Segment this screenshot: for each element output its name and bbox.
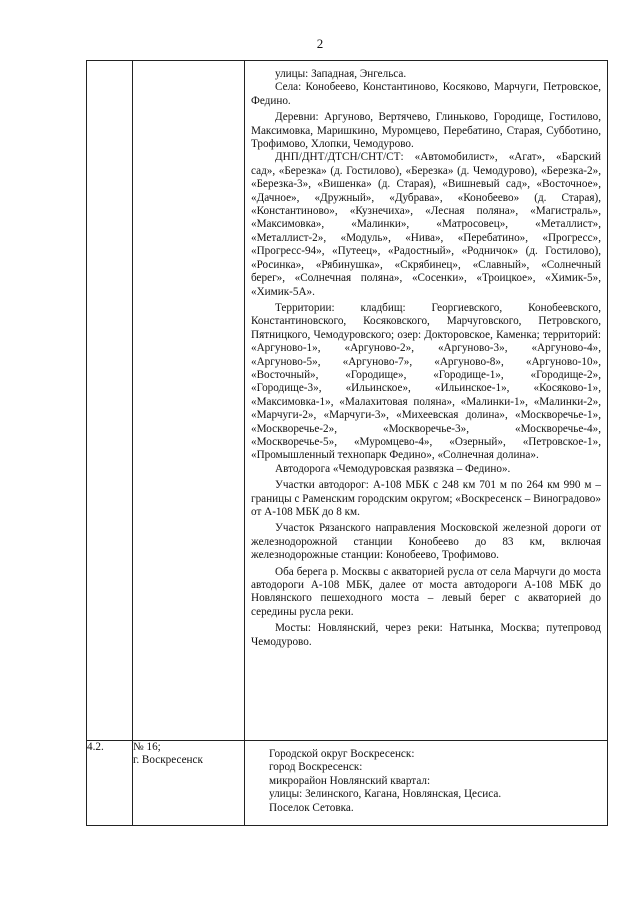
highway-paragraph: Автодорога «Чемодуровская развязка – Федино». bbox=[275, 462, 511, 475]
district-number: № 16; bbox=[133, 741, 161, 753]
villages-paragraph: Села: Конобеево, Константиново, Косяково, Марчуги, Петровское, Федино. bbox=[251, 81, 601, 107]
territories-paragraph: Территории: кладбищ: Георгиевского, Конобеевского, Константиновского, Косяковского, Марчуговского, Петровского, Пятницкого, Чемодуровского; озер: Докторовское, Каменка; территорий: «Аргуново-1», «Аргуново-2», «Аргуново-3», «Аргуново-4», «Аргуново-5», «Аргуново-7», «Аргуново-8», «Аргуново-10», «Восточный», «Городище», «Городище-1», «Городище-2», «Городище-3», «Ильинское», «Ильинское-1», «Косяково-1», «Максимовка-1», «Малахитовая поляна», «Малинки-1», «Малинки-2», «Марчуги-2», «Марчуги-3», «Михеевская долина», «Москворечье-1», «Москворечье-2», «Москворечье-3», «Москворечье-4», «Москворечье-5», «Муромцево-4», «Озерный», «Петровское-1», «Промышленный технопарк Федино», «Солнечная долина». bbox=[251, 301, 601, 462]
district-city: г. Воскресенск bbox=[133, 754, 203, 767]
description-line: Городской округ Воскресенск: bbox=[269, 748, 415, 760]
row-number-cell bbox=[87, 61, 133, 741]
description-line: Поселок Сетовка. bbox=[269, 801, 354, 814]
bridges-paragraph: Мосты: Новлянский, через реки: Натынка, Москва; путепровод Чемодурово. bbox=[251, 622, 601, 648]
description-line: город Воскресенск: bbox=[269, 761, 363, 774]
row-name-cell bbox=[133, 61, 245, 741]
table-row bbox=[87, 61, 608, 741]
description-line: микрорайон Новлянский квартал: bbox=[269, 774, 431, 787]
riverbank-paragraph: Оба берега р. Москвы с акваторией русла от села Марчуги до моста автодороги А-108 МБК, далее от моста автодороги А-108 МБК до Новлянского пешеходного моста – левый берег с акваторией до середины русла реки. bbox=[251, 565, 601, 618]
railway-paragraph: Участок Рязанского направления Московской железной дороги от железнодорожной станции Конобеево до 83 км, включая железнодорожные станции: Конобеево, Трофимово. bbox=[251, 522, 601, 562]
row-number: 4.2. bbox=[87, 741, 133, 826]
streets-line: улицы: Западная, Энгельса. bbox=[275, 68, 407, 80]
row-name-cell bbox=[133, 741, 245, 826]
hamlets-paragraph: Деревни: Аргуново, Вертячево, Глиньково, Городище, Гостилово, Максимовка, Маришкино, Муромцево, Перебатино, Старая, Субботино, Трофимово, Хлопки, Чемодурово. bbox=[251, 111, 601, 151]
table-row bbox=[87, 741, 608, 826]
row-description-cell bbox=[245, 61, 608, 741]
description-line: улицы: Зелинского, Кагана, Новлянская, Цесиса. bbox=[269, 788, 502, 801]
page-number: 2 bbox=[316, 36, 324, 51]
garden-associations-paragraph: ДНП/ДНТ/ДТСН/СНТ/СТ: «Автомобилист», «Агат», «Барский сад», «Березка» (д. Гостилово), «Березка» (д. Чемодурово), «Березка-2», «Березка-3», «Вишенка» (д. Старая), «Вишневый сад», «Восточное», «Дачное», «Дружный», «Дубрава», «Конобеево» (д. Старая), «Константиново», «Кузнечиха», «Лесная поляна», «Магистраль», «Максимовка», «Малинки», «Матросовец», «Металлист», «Металлист-2», «Модуль», «Нива», «Перебатино», «Прогресс», «Прогресс-94», «Путеец», «Радостный», «Родничок» (д. Гостилово), «Росинка», «Рябинушка», «Скрябинец», «Славный», «Солнечный берег», «Солнечная поляна», «Сосенки», «Троицкое», «Химик-5», «Химик-5А». bbox=[251, 151, 601, 298]
road-sections-paragraph: Участки автодорог: А-108 МБК с 248 км 701 м по 264 км 990 м – границы с Раменским городским округом; «Воскресенск – Виноградово» от А-108 МБК до 8 км. bbox=[251, 479, 601, 518]
districts-table bbox=[86, 60, 608, 826]
row-description-cell bbox=[245, 741, 608, 826]
